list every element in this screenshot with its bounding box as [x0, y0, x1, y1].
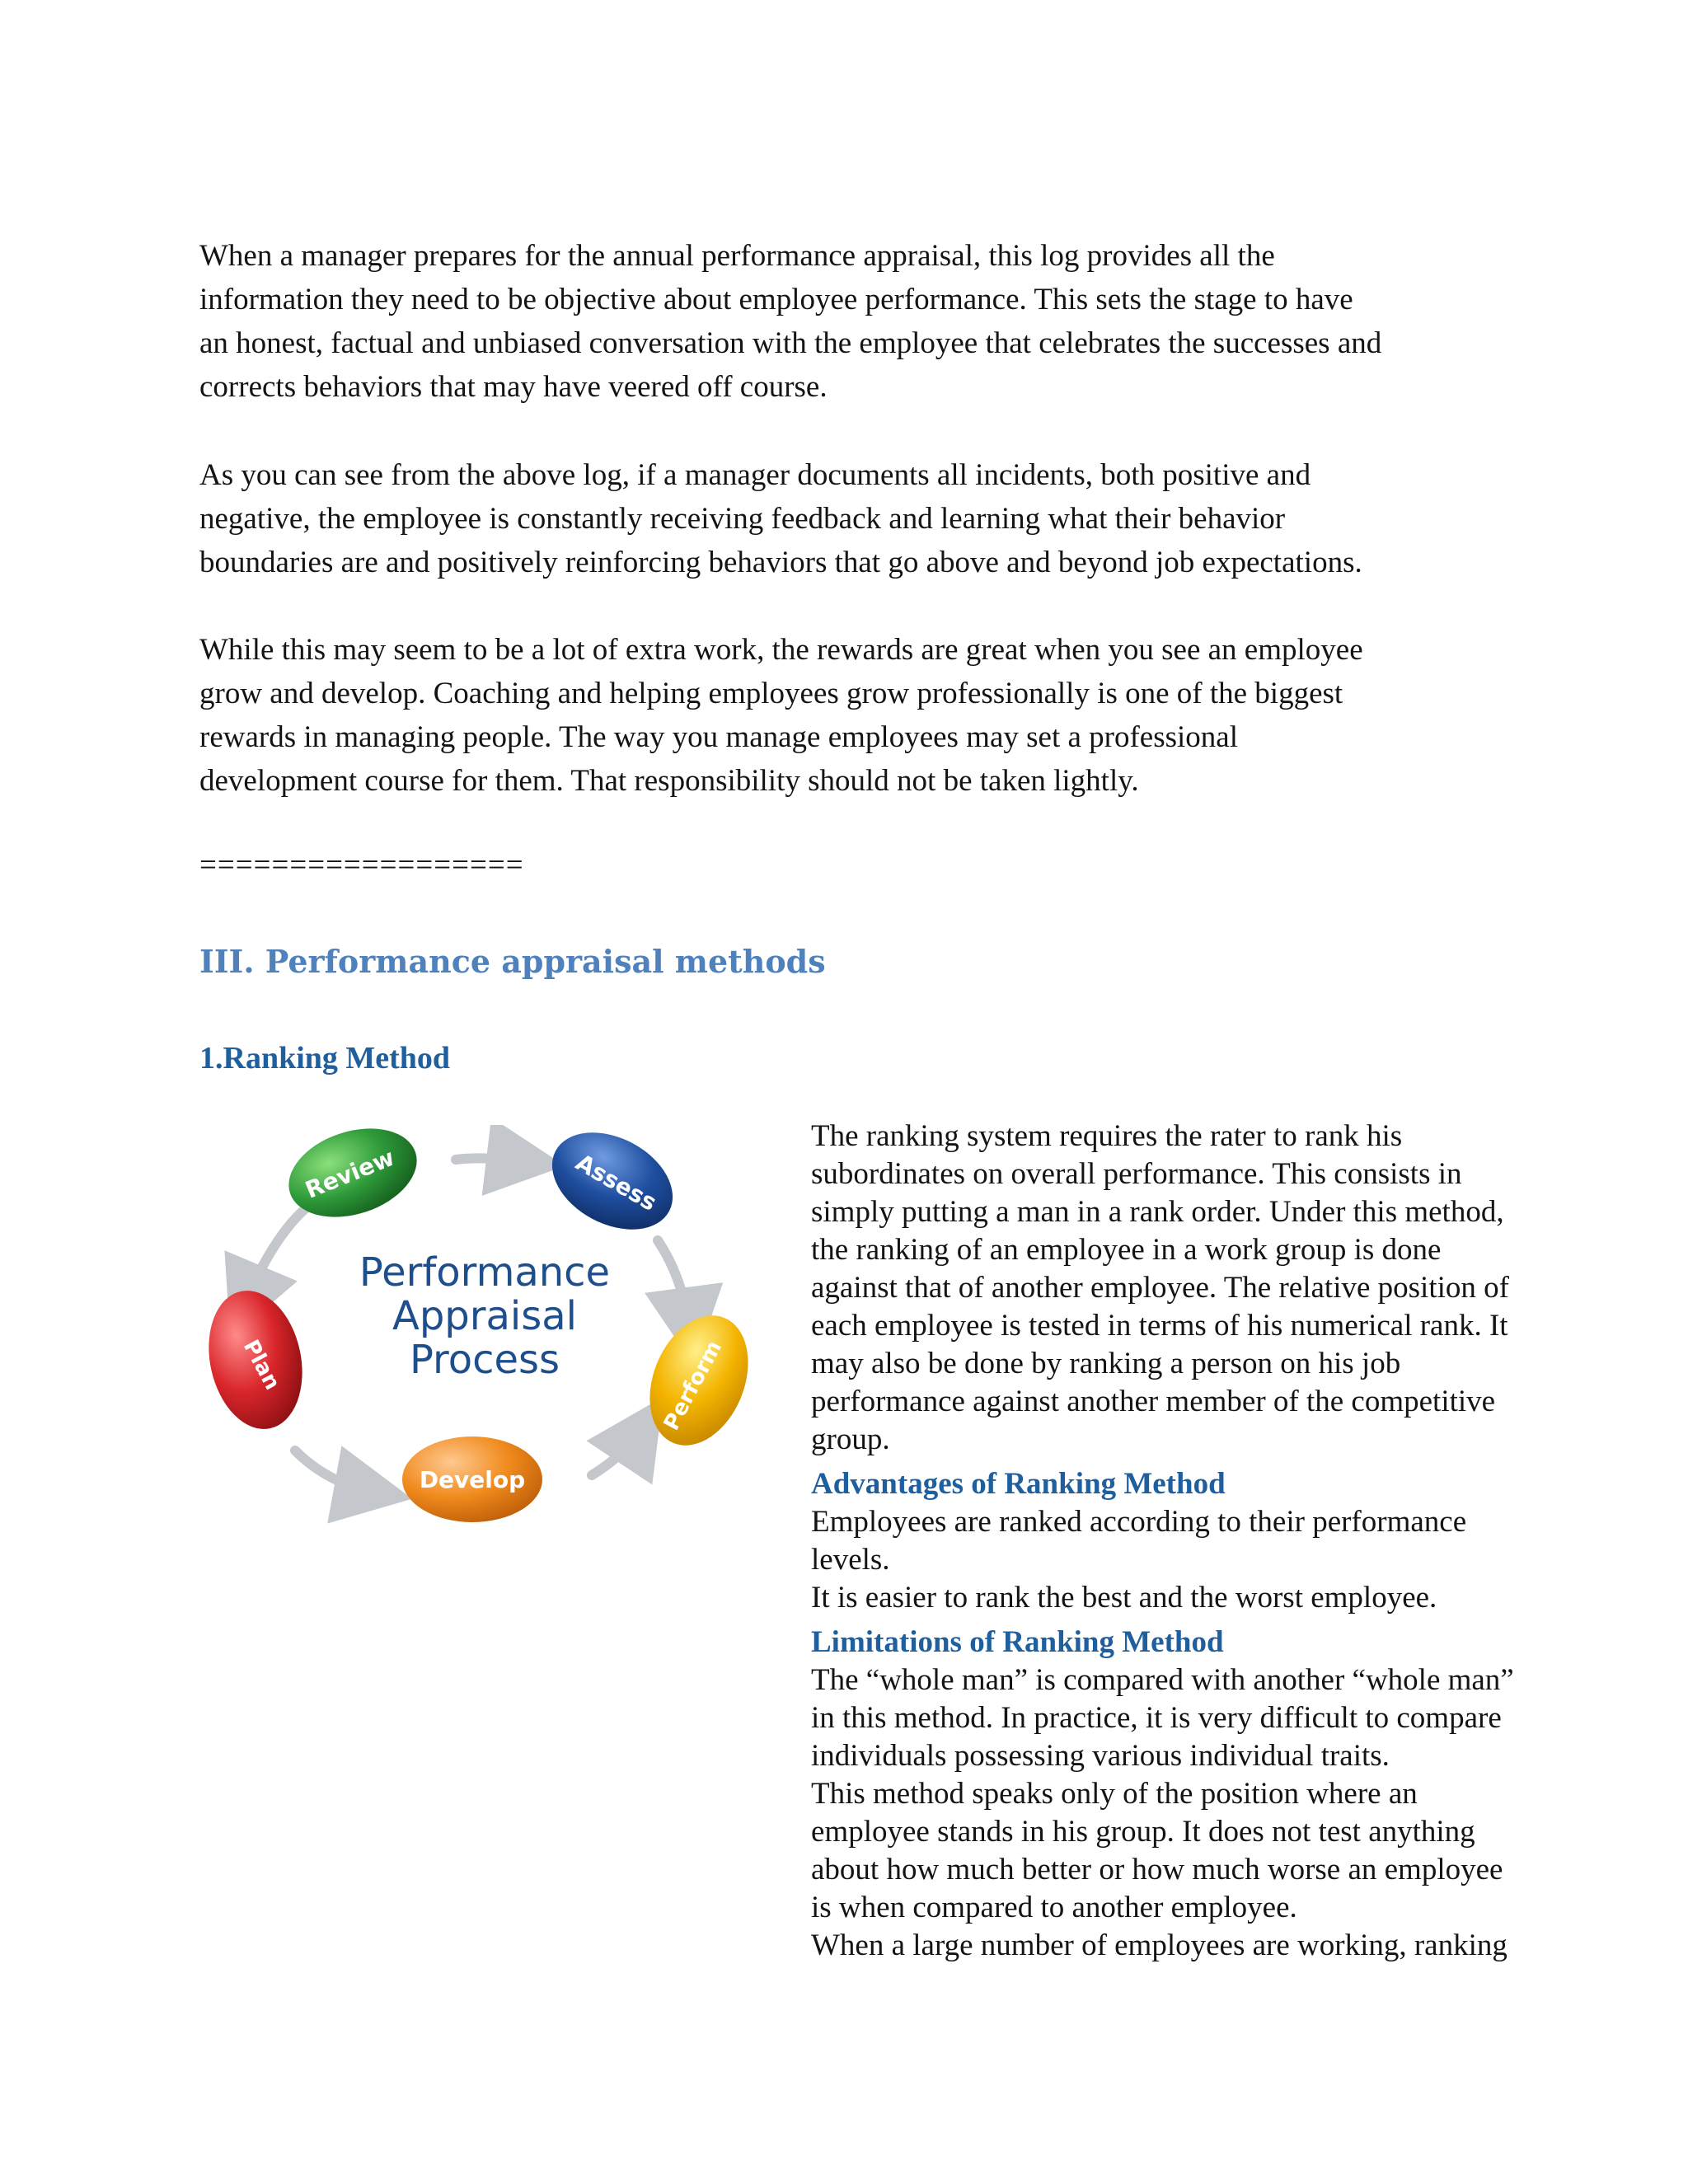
- assess-step-icon: [536, 1125, 690, 1249]
- text-line: levels.: [811, 1543, 890, 1577]
- plan-step-icon: [197, 1282, 315, 1437]
- text-line: subordinates on overall performance. This consists in: [811, 1157, 1462, 1191]
- text-line: The ranking system requires the rater to rank his: [811, 1119, 1403, 1153]
- assess-step-label: Assess: [571, 1148, 662, 1216]
- text-line: individuals possessing various individual traits.: [811, 1739, 1390, 1773]
- develop-step-icon: [402, 1436, 542, 1522]
- diagram-title-line: Process: [409, 1337, 560, 1383]
- text-line: in this method. In practice, it is very difficult to compare: [811, 1701, 1502, 1735]
- text-line: is when compared to another employee.: [811, 1891, 1297, 1924]
- text-line: When a manager prepares for the annual performance appraisal, this log provides all the: [199, 239, 1275, 273]
- review-step-label: Review: [301, 1143, 399, 1204]
- text-line: While this may seem to be a lot of extra work, the rewards are great when you see an employee: [199, 633, 1363, 667]
- cycle-arrow: [246, 1197, 320, 1302]
- text-line: corrects behaviors that may have veered off course.: [199, 370, 828, 404]
- text-line: performance against another member of the competitive: [811, 1385, 1496, 1418]
- sub-heading: 1.Ranking Method: [199, 1041, 451, 1076]
- text-line: development course for them. That responsibility should not be taken lightly.: [199, 764, 1139, 798]
- text-line: simply putting a man in a rank order. Under this method,: [811, 1195, 1504, 1229]
- text-line: rewards in managing people. The way you manage employees may set a professional: [199, 720, 1239, 754]
- cycle-arrow: [658, 1240, 689, 1327]
- cycle-arrow: [592, 1430, 641, 1475]
- appraisal-process-diagram: [196, 1125, 765, 1529]
- text-line: information they need to be objective about employee performance. This sets the stage to have: [199, 283, 1353, 316]
- text-line: group.: [811, 1422, 890, 1456]
- text-line: grow and develop. Coaching and helping employees grow professionally is one of the biggest: [199, 677, 1343, 710]
- diagram-title-line: Performance: [359, 1249, 611, 1296]
- text-line: employee stands in his group. It does not test anything: [811, 1815, 1475, 1849]
- diagram-title-line: Appraisal: [392, 1293, 578, 1339]
- text-line: may also be done by ranking a person on his job: [811, 1347, 1401, 1380]
- cycle-arrow: [456, 1158, 526, 1161]
- text-line: The “whole man” is compared with another “whole man”: [811, 1663, 1514, 1697]
- text-line: Employees are ranked according to their performance: [811, 1505, 1467, 1539]
- text-line: against that of another employee. The relative position of: [811, 1271, 1509, 1305]
- text-line: As you can see from the above log, if a manager documents all incidents, both positive and: [199, 458, 1311, 492]
- text-line: This method speaks only of the position where an: [811, 1777, 1418, 1811]
- develop-step-label: Develop: [419, 1466, 526, 1493]
- advantages-heading: Advantages of Ranking Method: [811, 1467, 1226, 1501]
- text-line: negative, the employee is constantly receiving feedback and learning what their behavior: [199, 502, 1286, 536]
- text-line: an honest, factual and unbiased conversation with the employee that celebrates the successes and: [199, 326, 1382, 360]
- text-line: boundaries are and positively reinforcing behaviors that go above and beyond job expectations.: [199, 546, 1362, 579]
- text-line: It is easier to rank the best and the worst employee.: [811, 1581, 1437, 1615]
- plan-step-label: Plan: [237, 1335, 285, 1394]
- perform-step-icon: [631, 1301, 765, 1460]
- ranking-method-description: [811, 1118, 1586, 1965]
- text-line: each employee is tested in terms of his numerical rank. It: [811, 1309, 1508, 1343]
- section-heading: III. Performance appraisal methods: [199, 943, 826, 980]
- separator-line: ==================: [199, 848, 524, 882]
- paragraph-2: [199, 453, 1601, 584]
- cycle-arrow: [295, 1451, 373, 1492]
- text-line: the ranking of an employee in a work group is done: [811, 1233, 1442, 1267]
- limitations-heading: Limitations of Ranking Method: [811, 1625, 1224, 1659]
- text-line: about how much better or how much worse an employee: [811, 1853, 1503, 1886]
- paragraph-3: [199, 628, 1601, 803]
- perform-step-label: Perform: [659, 1336, 728, 1435]
- paragraph-1: [199, 234, 1601, 409]
- text-line: When a large number of employees are working, ranking: [811, 1929, 1507, 1962]
